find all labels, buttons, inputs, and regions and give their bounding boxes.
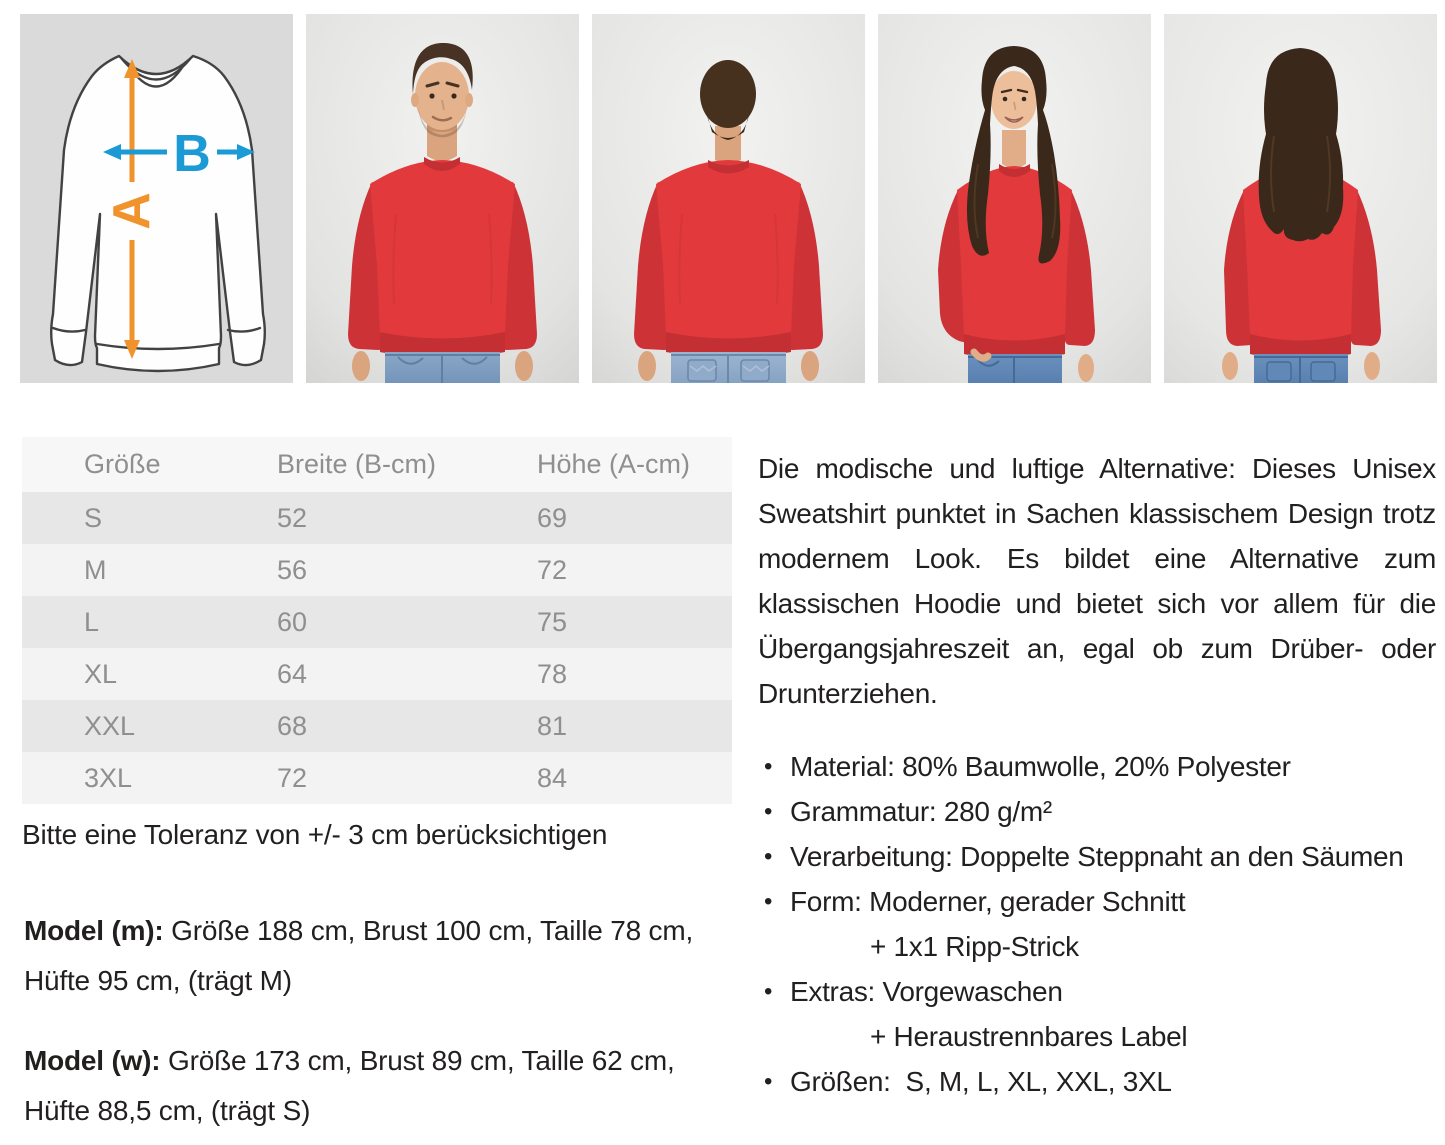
- size-info-column: [22, 437, 732, 1136]
- model-photo-male-front: [306, 14, 579, 383]
- width-label: B: [173, 125, 211, 183]
- detail-text: Grammatur: 280 g/m²: [790, 796, 1052, 827]
- breite-cell: 72: [215, 752, 475, 804]
- detail-extras-continuation: [758, 1014, 1436, 1059]
- model-w-measurements: [24, 1036, 724, 1136]
- detail-text: Größen: S, M, L, XL, XXL, 3XL: [790, 1066, 1172, 1097]
- bullet-icon: •: [764, 978, 773, 1005]
- size-table-header-row: [22, 437, 732, 492]
- product-details-list: [758, 744, 1436, 1104]
- detail-form-continuation: [758, 924, 1436, 969]
- detail-form: [758, 879, 1436, 924]
- detail-text: + Heraustrennbares Label: [870, 1021, 1188, 1052]
- size-cell: S: [22, 492, 215, 544]
- detail-text: + 1x1 Ripp-Strick: [870, 931, 1079, 962]
- sweatshirt-measurement-diagram: [20, 14, 293, 383]
- size-row-3xl: [22, 752, 732, 804]
- bullet-icon: •: [764, 843, 773, 870]
- height-label: A: [103, 192, 161, 230]
- header-groesse: Größe: [22, 437, 215, 492]
- bullet-icon: •: [764, 753, 773, 780]
- breite-cell: 60: [215, 596, 475, 648]
- model-w-label: Model (w):: [24, 1045, 161, 1076]
- tolerance-note: Bitte eine Toleranz von +/- 3 cm berücksichtigen: [22, 819, 608, 850]
- size-cell: XL: [22, 648, 215, 700]
- hoehe-cell: 78: [475, 648, 732, 700]
- hoehe-cell: 69: [475, 492, 732, 544]
- hoehe-cell: 81: [475, 700, 732, 752]
- hoehe-cell: 75: [475, 596, 732, 648]
- detail-text: Material: 80% Baumwolle, 20% Polyester: [790, 751, 1291, 782]
- breite-cell: 56: [215, 544, 475, 596]
- model-photo-male-back: [592, 14, 865, 383]
- bullet-icon: •: [764, 798, 773, 825]
- product-description: Die modische und luftige Alternative: Dieses Unisex Sweatshirt punktet in Sachen klassischem Design trotz modernem Look. Es bildet eine Alternative zum klassischen Hoodie und bietet sich vor allem für die Übergangsjahreszeit an, egal ob zum Drüber- oder Drunterziehen.: [758, 453, 1436, 709]
- size-table: [22, 437, 732, 804]
- model-photo-female-back: [1164, 14, 1437, 383]
- breite-cell: 52: [215, 492, 475, 544]
- model-m-label: Model (m):: [24, 915, 164, 946]
- male-front-photo: [306, 14, 579, 383]
- bullet-icon: •: [764, 1068, 773, 1095]
- hoehe-cell: 72: [475, 544, 732, 596]
- male-back-photo: [592, 14, 865, 383]
- detail-verarbeitung: [758, 834, 1436, 879]
- detail-material: [758, 744, 1436, 789]
- header-breite: Breite (B-cm): [215, 437, 475, 492]
- size-cell: L: [22, 596, 215, 648]
- female-back-photo: [1164, 14, 1437, 383]
- female-front-photo: [878, 14, 1151, 383]
- detail-text: Verarbeitung: Doppelte Steppnaht an den Säumen: [790, 841, 1404, 872]
- size-diagram-image: [20, 14, 293, 383]
- size-cell: M: [22, 544, 215, 596]
- model-m-text: Größe 188 cm, Brust 100 cm, Taille 78 cm, Hüfte 95 cm, (trägt M): [24, 915, 694, 996]
- breite-cell: 64: [215, 648, 475, 700]
- hoehe-cell: 84: [475, 752, 732, 804]
- model-w-text: Größe 173 cm, Brust 89 cm, Taille 62 cm, Hüfte 88,5 cm, (trägt S): [24, 1045, 675, 1126]
- bullet-icon: •: [764, 888, 773, 915]
- detail-groessen: [758, 1059, 1436, 1104]
- detail-text: Form: Moderner, gerader Schnitt: [790, 886, 1186, 917]
- description-column: [758, 446, 1436, 1104]
- header-hoehe: Höhe (A-cm): [475, 437, 732, 492]
- size-row-m: [22, 544, 732, 596]
- size-row-xl: [22, 648, 732, 700]
- detail-text: Extras: Vorgewaschen: [790, 976, 1063, 1007]
- product-image-row: [20, 14, 1437, 383]
- size-cell: XXL: [22, 700, 215, 752]
- model-m-measurements: [24, 906, 724, 1006]
- breite-cell: 68: [215, 700, 475, 752]
- size-row-xxl: [22, 700, 732, 752]
- detail-grammatur: [758, 789, 1436, 834]
- size-cell: 3XL: [22, 752, 215, 804]
- detail-extras: [758, 969, 1436, 1014]
- size-row-l: [22, 596, 732, 648]
- model-photo-female-front: [878, 14, 1151, 383]
- size-row-s: [22, 492, 732, 544]
